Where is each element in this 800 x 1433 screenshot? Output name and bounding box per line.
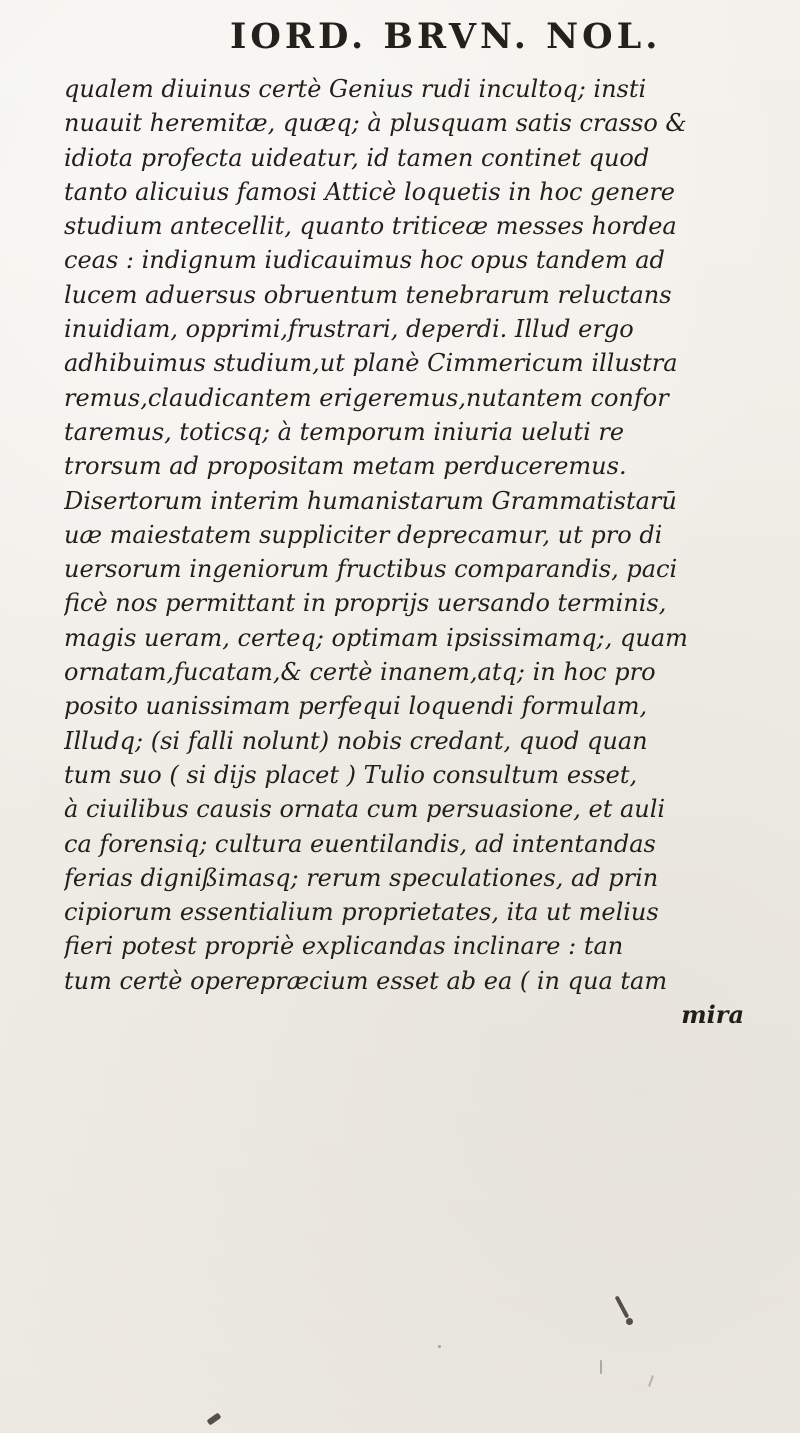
text-line: ca forensiq; cultura euentilandis, ad intentandas (64, 829, 656, 858)
latin-text-block (64, 72, 764, 1032)
text-line: ficè nos permittant in proprijs uersando terminis, (64, 589, 667, 618)
paper-mark (438, 1345, 441, 1348)
text-line: remus,claudicantem erigeremus,nutantem confor (64, 383, 669, 412)
text-line: magis ueram, certeq; optimam ipsissimamq;, quam (64, 623, 688, 652)
text-line: nuauit heremitæ, quæq; à plusquam satis crasso & (64, 109, 687, 138)
text-line: à ciuilibus causis ornata cum persuasione, et auli (64, 795, 666, 824)
paper-mark (600, 1360, 602, 1374)
ink-speck (615, 1295, 630, 1318)
text-line: adhibuimus studium,ut planè Cimmericum illustra (64, 349, 678, 378)
text-line: tum suo ( si dijs placet ) Tulio consultum esset, (64, 760, 638, 789)
text-line: idiota profecta uideatur, id tamen continet quod (64, 143, 650, 172)
text-line: taremus, toticsq; à temporum iniuria ueluti re (64, 417, 625, 446)
catchword: mira (681, 1000, 744, 1030)
text-line: tum certè operepræcium esset ab ea ( in qua tam (64, 966, 668, 995)
text-line: Disertorum interim humanistarum Grammatistarū (64, 486, 677, 515)
ink-speck (207, 1413, 222, 1426)
text-line: tanto alicuius famosi Atticè loquetis in hoc genere (64, 177, 675, 206)
text-line: uersorum ingeniorum fructibus comparandis, paci (64, 555, 678, 584)
text-line: fieri potest propriè explicandas inclinare : tan (64, 932, 624, 961)
text-line: Illudq; (si falli nolunt) nobis credant, quod quan (64, 726, 648, 755)
text-line: ferias dignißimasq; rerum speculationes, ad prin (64, 863, 659, 892)
paper-mark (648, 1375, 654, 1387)
text-line: inuidiam, opprimi,frustrari, deperdi. Illud ergo (64, 315, 634, 344)
text-line: ceas : indignum iudicauimus hoc opus tandem ad (64, 246, 665, 275)
text-line: qualem diuinus certè Genius rudi incultoq; insti (64, 75, 647, 103)
text-line: lucem aduersus obruentum tenebrarum reluctans (64, 280, 672, 309)
running-head: IORD. BRVN. NOL. (230, 16, 662, 57)
text-line: studium antecellit, quanto triticeæ messes hordea (64, 212, 677, 241)
text-line: uæ maiestatem suppliciter deprecamur, ut pro di (64, 520, 663, 549)
text-line: ornatam,fucatam,& certè inanem,atq; in hoc pro (64, 658, 656, 687)
text-line: cipiorum essentialium proprietates, ita ut melius (64, 898, 659, 927)
ink-speck (626, 1318, 633, 1325)
text-line: trorsum ad propositam metam perduceremus. (64, 452, 627, 481)
text-line: posito uanissimam perfequi loquendi formulam, (64, 692, 648, 721)
